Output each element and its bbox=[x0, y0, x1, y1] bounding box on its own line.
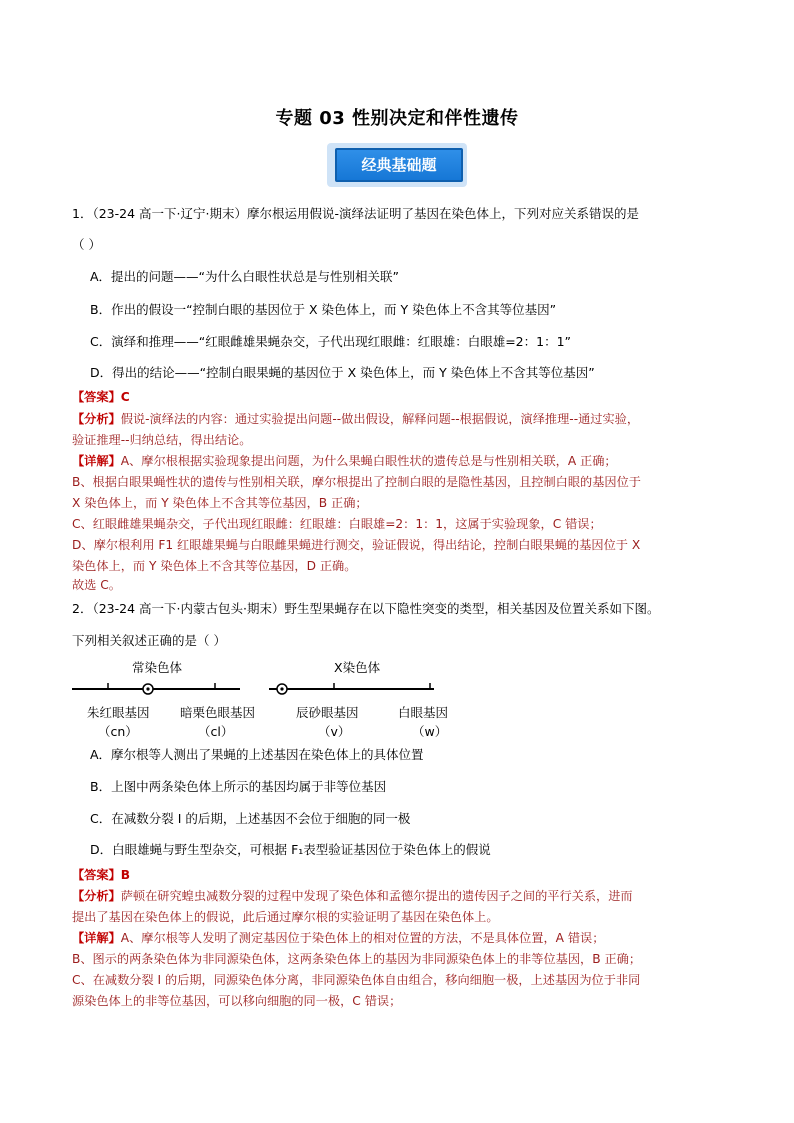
page-title: 专题 03 性别决定和伴性遗传 bbox=[275, 108, 519, 129]
q1-analysis-line-1 bbox=[72, 410, 639, 428]
q1-stem: 1．（23-24 高一下·辽宁·期末）摩尔根运用假说-演绎法证明了基因在染色体上，下列对应关系错误的是 bbox=[72, 206, 639, 221]
gene-symbol-w: （w） bbox=[412, 724, 448, 739]
q2-option-a: A．摩尔根等人测出了果蝇的上述基因在染色体上的具体位置 bbox=[90, 747, 424, 762]
q1-detail-line-3: X 染色体上，而 Y 染色体上不含其等位基因，B 正确； bbox=[72, 496, 368, 510]
detail-text: A、摩尔根根据实验现象提出问题，为什么果蝇白眼性状的遗传总是与性别相关联，A 正确； bbox=[120, 454, 617, 468]
q1-answer bbox=[72, 388, 130, 406]
answer-value: B bbox=[120, 868, 131, 882]
detail-tag: 【详解】 bbox=[72, 454, 121, 468]
gene-symbol-v: （v） bbox=[318, 724, 351, 739]
q2-detail-line-4: 源染色体上的非等位基因，可以移向细胞的同一极，C 错误； bbox=[72, 994, 402, 1008]
q1-option-a: A．提出的问题——“为什么白眼性状总是与性别相关联” bbox=[90, 269, 400, 284]
q1-detail-line-5: D、摩尔根利用 F1 红眼雄果蝇与白眼雌果蝇进行测交，验证假说，得出结论，控制白眼果蝇的基因位于 X bbox=[72, 538, 641, 552]
q2-stem: 2．（23-24 高一下·内蒙古包头·期末）野生型果蝇存在以下隐性突变的类型，相关基因及位置关系如下图。 bbox=[72, 601, 660, 616]
badge-label: 经典基础题 bbox=[335, 148, 463, 182]
q1-conclusion: 故选 C。 bbox=[72, 578, 121, 592]
q2-analysis-line-2: 提出了基因在染色体上的假说，此后通过摩尔根的实验证明了基因在染色体上。 bbox=[72, 910, 499, 924]
section-badge bbox=[327, 143, 467, 187]
gene-label-v: 辰砂眼基因 bbox=[296, 705, 359, 720]
q1-analysis-line-2: 验证推理--归纳总结，得出结论。 bbox=[72, 433, 252, 447]
q1-detail-line-2: B、根据白眼果蝇性状的遗传与性别相关联，摩尔根提出了控制白眼的是隐性基因，且控制白眼的基因位于 bbox=[72, 475, 641, 489]
answer-value: C bbox=[120, 390, 130, 404]
analysis-text: 假说-演绎法的内容：通过实验提出问题--做出假设，解释问题--根据假说，演绎推理--通过实验， bbox=[120, 412, 640, 426]
analysis-tag: 【分析】 bbox=[72, 889, 121, 903]
gene-label-cn: 朱红眼基因 bbox=[87, 705, 150, 720]
q2-detail-line-1 bbox=[72, 929, 604, 947]
q2-analysis-line-1 bbox=[72, 887, 633, 905]
q2-detail-line-2: B、图示的两条染色体为非同源染色体，这两条染色体上的基因为非同源染色体上的非等位基因，B 正确； bbox=[72, 952, 642, 966]
q1-option-d: D．得出的结论——“控制白眼果蝇的基因位于 X 染色体上，而 Y 染色体上不含其等位基因” bbox=[90, 365, 595, 380]
detail-text: A、摩尔根等人发明了测定基因位于染色体上的相对位置的方法，不是具体位置，A 错误； bbox=[120, 931, 605, 945]
detail-tag: 【详解】 bbox=[72, 931, 121, 945]
autosome-label: 常染色体 bbox=[132, 660, 183, 675]
q2-option-b: B．上图中两条染色体上所示的基因均属于非等位基因 bbox=[90, 779, 387, 794]
analysis-tag: 【分析】 bbox=[72, 412, 121, 426]
q2-stem-2: 下列相关叙述正确的是（ ） bbox=[72, 633, 226, 648]
answer-tag: 【答案】 bbox=[72, 390, 121, 404]
analysis-text: 萨顿在研究蝗虫减数分裂的过程中发现了染色体和孟德尔提出的遗传因子之间的平行关系，进而 bbox=[120, 889, 633, 903]
gene-label-w: 白眼基因 bbox=[398, 705, 449, 720]
q2-option-d: D．白眼雄蝇与野生型杂交，可根据 F₁表型验证基因位于染色体上的假说 bbox=[90, 842, 491, 857]
q1-bracket: （ ） bbox=[72, 237, 101, 252]
gene-symbol-cl: （cl） bbox=[198, 724, 234, 739]
q1-detail-line-1 bbox=[72, 452, 617, 470]
gene-label-cl: 暗栗色眼基因 bbox=[180, 705, 256, 720]
gene-symbol-cn: （cn） bbox=[98, 724, 138, 739]
q1-detail-line-6: 染色体上，而 Y 染色体上不含其等位基因，D 正确。 bbox=[72, 559, 357, 573]
answer-tag: 【答案】 bbox=[72, 868, 121, 882]
q1-option-b: B．作出的假设一“控制白眼的基因位于 X 染色体上，而 Y 染色体上不含其等位基因” bbox=[90, 302, 557, 317]
q1-option-c: C．演绎和推理——“红眼雌雄果蝇杂交，子代出现红眼雌：红眼雄：白眼雄=2：1：1” bbox=[90, 334, 572, 349]
q2-detail-line-3: C、在减数分裂 I 的后期，同源染色体分离，非同源染色体自由组合，移向细胞一极，上述基因为位于非同 bbox=[72, 973, 641, 987]
q1-detail-line-4: C、红眼雌雄果蝇杂交，子代出现红眼雌：红眼雄：白眼雄=2：1：1，这属于实验现象，C 错误； bbox=[72, 517, 602, 531]
q2-answer bbox=[72, 866, 130, 884]
x-chromosome-label: X染色体 bbox=[334, 660, 381, 675]
q2-option-c: C．在减数分裂 I 的后期，上述基因不会位于细胞的同一极 bbox=[90, 811, 411, 826]
chromosome-diagram bbox=[72, 656, 472, 739]
